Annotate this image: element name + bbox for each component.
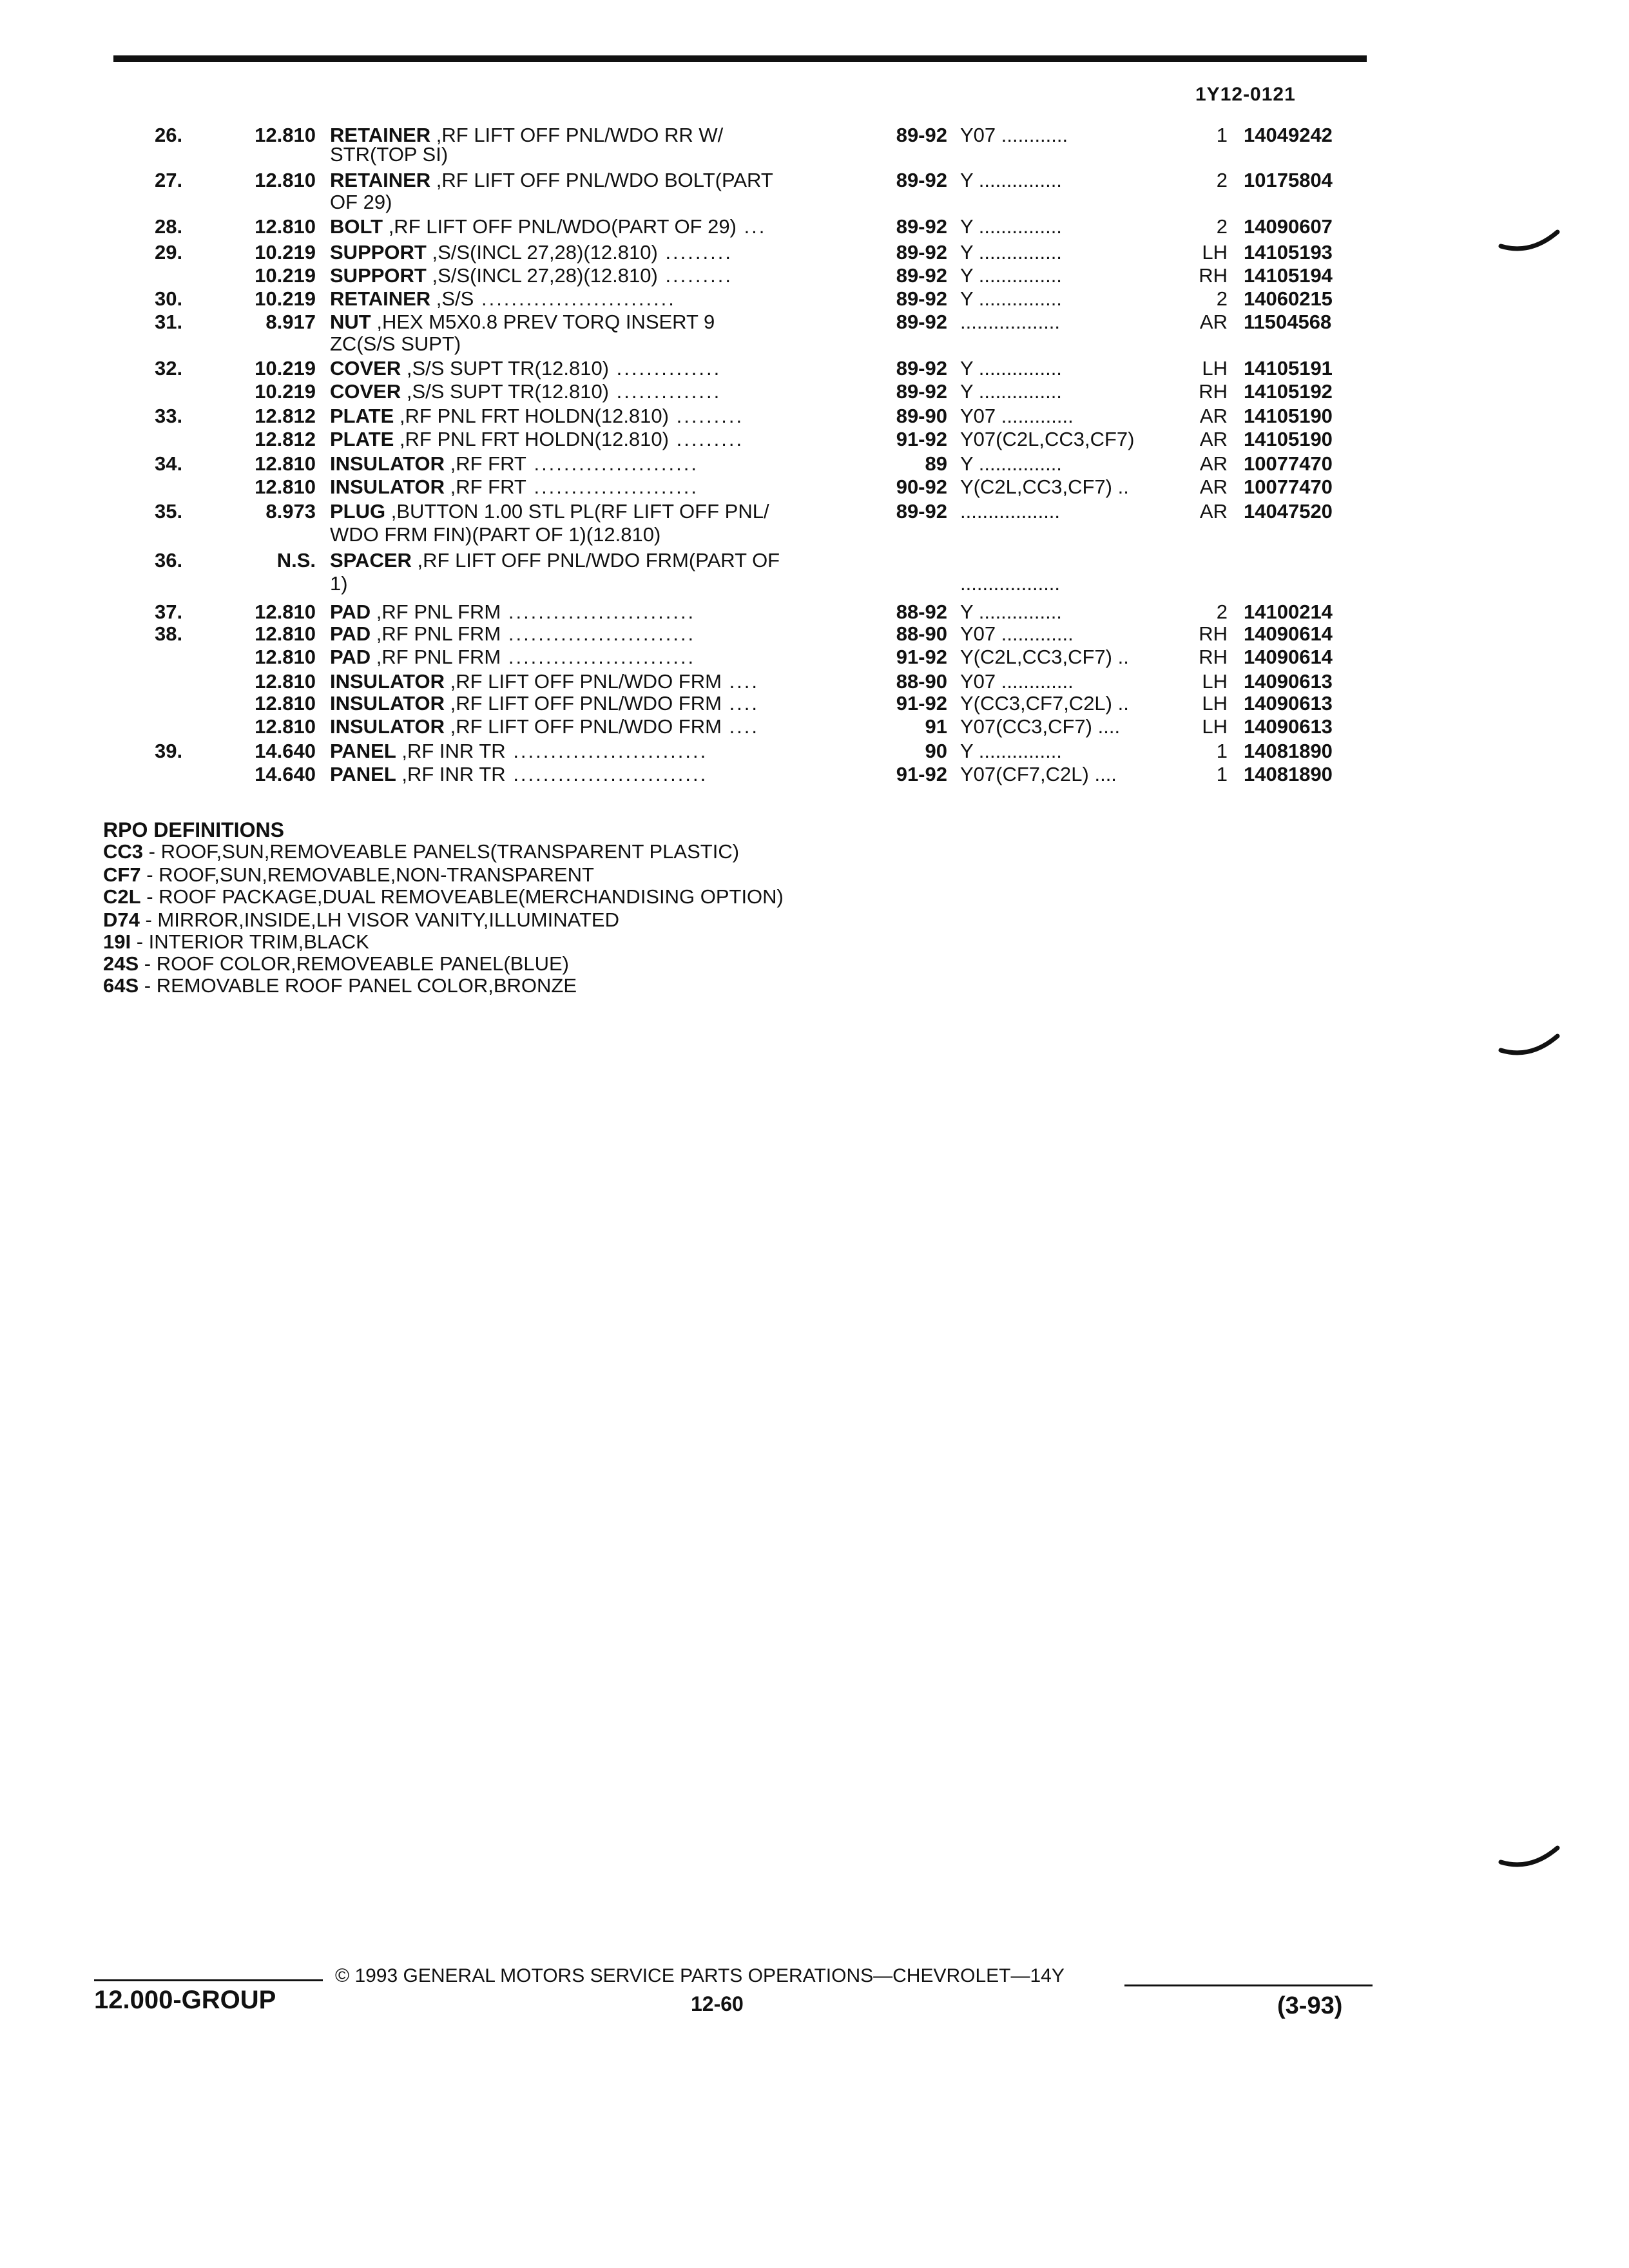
part-number: 10077470 (1244, 476, 1333, 498)
part-description (330, 241, 845, 264)
part-number: 10175804 (1244, 169, 1333, 191)
model-years: 89-92 (896, 380, 947, 403)
part-name: BOLT (330, 215, 383, 238)
part-number: 14105192 (1244, 380, 1333, 403)
parts-row (0, 572, 1629, 595)
model-years: 91-92 (896, 692, 947, 715)
part-detail: ,RF LIFT OFF PNL/WDO FRM (444, 715, 722, 738)
rpo-description: - ROOF PACKAGE,DUAL REMOVEABLE(MERCHANDISING OPTION) (140, 885, 784, 908)
leader-dots: .......................... (505, 740, 708, 762)
part-description (330, 405, 845, 428)
part-name: PANEL (330, 740, 396, 762)
part-number: 14090613 (1244, 692, 1333, 715)
footer-date: (3-93) (1277, 1992, 1343, 2019)
group-number: 12.810 (255, 452, 316, 475)
part-name: SPACER (330, 549, 412, 572)
rpo-codes: Y(C2L,CC3,CF7) .. (960, 646, 1129, 668)
top-rule (113, 55, 1367, 62)
group-number: 12.810 (255, 476, 316, 498)
item-number: 28. (155, 215, 183, 238)
model-years: 91-92 (896, 428, 947, 450)
rpo-code: CC3 (103, 840, 144, 863)
leader-dots: .............. (609, 357, 722, 380)
model-years: 90-92 (896, 476, 947, 498)
parts-row (0, 692, 1629, 715)
leader-dots: ... (736, 215, 767, 238)
part-number: 14090613 (1244, 670, 1333, 693)
part-detail: WDO FRM FIN)(PART OF 1)(12.810) (330, 523, 661, 546)
item-number: 33. (155, 405, 183, 427)
rpo-code: 19I (103, 930, 131, 953)
part-number: 14060215 (1244, 287, 1333, 310)
rpo-codes: Y ............... (960, 601, 1062, 623)
footer-group: 12.000-GROUP (94, 1986, 276, 2014)
part-name: PLATE (330, 405, 394, 427)
group-number: 12.810 (255, 646, 316, 668)
part-description (330, 549, 845, 572)
quantity: AR (1199, 452, 1228, 475)
rpo-codes: Y07 ............. (960, 670, 1074, 693)
parts-row (0, 500, 1629, 523)
part-detail: ,RF PNL FRM (371, 646, 501, 668)
part-name: INSULATOR (330, 715, 445, 738)
part-detail: ,RF LIFT OFF PNL/WDO FRM (444, 670, 722, 693)
quantity: LH (1202, 241, 1228, 264)
part-name: INSULATOR (330, 452, 445, 475)
part-number: 10077470 (1244, 452, 1333, 475)
part-name: PAD (330, 601, 371, 623)
part-number: 14081890 (1244, 763, 1333, 785)
item-number: 35. (155, 500, 183, 523)
part-detail: OF 29) (330, 191, 392, 213)
rpo-description: - INTERIOR TRIM,BLACK (131, 930, 369, 953)
quantity: LH (1202, 357, 1228, 380)
part-detail: ,RF PNL FRM (371, 622, 501, 645)
group-number: 8.973 (265, 500, 316, 523)
part-number: 14081890 (1244, 740, 1333, 762)
quantity: AR (1199, 405, 1228, 427)
part-description (330, 311, 845, 334)
part-description (330, 523, 845, 546)
part-number: 14100214 (1244, 601, 1333, 623)
parts-row (0, 264, 1629, 287)
model-years: 88-90 (896, 670, 947, 693)
model-years: 89 (925, 452, 947, 475)
parts-row (0, 357, 1629, 380)
footer-rule-right (1124, 1984, 1373, 1986)
parts-row (0, 287, 1629, 311)
part-detail: ,RF LIFT OFF PNL/WDO BOLT(PART (430, 169, 773, 191)
rpo-codes: Y ............... (960, 380, 1062, 403)
rpo-definition (103, 840, 739, 863)
part-description (330, 622, 845, 646)
quantity: 1 (1216, 740, 1228, 762)
part-number: 14105190 (1244, 428, 1333, 450)
rpo-codes: Y ............... (960, 169, 1062, 191)
part-description (330, 380, 845, 403)
rpo-codes: Y ............... (960, 740, 1062, 762)
part-detail: ,RF PNL FRT HOLDN(12.810) (394, 428, 669, 450)
rpo-codes: Y07 ............. (960, 405, 1074, 427)
quantity: AR (1199, 311, 1228, 333)
footer-rule-left (94, 1979, 323, 1981)
quantity: RH (1199, 622, 1228, 645)
rpo-code: D74 (103, 908, 140, 931)
rpo-codes: Y07(CC3,CF7) .... (960, 715, 1121, 738)
group-number: 10.219 (255, 287, 316, 310)
part-number: 14090614 (1244, 646, 1333, 668)
item-number: 31. (155, 311, 183, 333)
rpo-codes: Y ............... (960, 215, 1062, 238)
part-detail: ,S/S(INCL 27,28)(12.810) (426, 264, 658, 287)
part-name: INSULATOR (330, 670, 445, 693)
part-description (330, 740, 845, 763)
quantity: 2 (1216, 287, 1228, 310)
quantity: RH (1199, 646, 1228, 668)
parts-row (0, 428, 1629, 451)
part-number: 14047520 (1244, 500, 1333, 523)
rpo-definition (103, 974, 577, 997)
rpo-codes: Y ............... (960, 287, 1062, 310)
part-description (330, 601, 845, 624)
part-description (330, 715, 845, 738)
rpo-codes: .................. (960, 572, 1061, 595)
item-number: 37. (155, 601, 183, 623)
part-description (330, 670, 845, 693)
group-number: 12.810 (255, 692, 316, 715)
leader-dots: ......... (657, 241, 733, 264)
model-years: 89-92 (896, 264, 947, 287)
binder-hole-mark (1498, 227, 1563, 259)
part-description (330, 143, 845, 166)
rpo-definition (103, 952, 569, 975)
group-number: 12.810 (255, 622, 316, 645)
rpo-description: - REMOVABLE ROOF PANEL COLOR,BRONZE (139, 974, 577, 997)
rpo-codes: Y07 ............ (960, 124, 1068, 146)
parts-row (0, 215, 1629, 238)
quantity: 1 (1216, 124, 1228, 146)
part-description (330, 215, 845, 238)
part-number: 14090607 (1244, 215, 1333, 238)
model-years: 91-92 (896, 763, 947, 785)
rpo-description: - MIRROR,INSIDE,LH VISOR VANITY,ILLUMINATED (139, 908, 619, 931)
parts-row (0, 405, 1629, 428)
rpo-codes: Y07(CF7,C2L) .... (960, 763, 1117, 785)
part-detail: STR(TOP SI) (330, 143, 448, 166)
part-number: 14049242 (1244, 124, 1333, 146)
rpo-description: - ROOF,SUN,REMOVABLE,NON-TRANSPARENT (140, 863, 594, 886)
part-name: INSULATOR (330, 476, 445, 498)
parts-row (0, 763, 1629, 786)
part-description (330, 191, 845, 214)
part-description (330, 452, 845, 476)
part-name: SUPPORT (330, 264, 427, 287)
rpo-definitions-title: RPO DEFINITIONS (103, 818, 284, 841)
model-years: 90 (925, 740, 947, 762)
model-years: 91 (925, 715, 947, 738)
part-number: 14105193 (1244, 241, 1333, 264)
binder-hole-mark (1498, 1843, 1563, 1875)
parts-row (0, 601, 1629, 624)
item-number: 38. (155, 622, 183, 645)
part-description (330, 692, 845, 715)
group-number: 12.812 (255, 405, 316, 427)
rpo-codes: Y(CC3,CF7,C2L) .. (960, 692, 1129, 715)
quantity: LH (1202, 670, 1228, 693)
model-years: 89-92 (896, 311, 947, 333)
rpo-codes: Y07 ............. (960, 622, 1074, 645)
leader-dots: ......... (668, 405, 744, 427)
model-years: 89-92 (896, 124, 947, 146)
rpo-code: 24S (103, 952, 139, 975)
quantity: LH (1202, 692, 1228, 715)
part-description (330, 572, 845, 595)
leader-dots: .......................... (505, 763, 708, 785)
group-number: 12.810 (255, 715, 316, 738)
part-detail: ,S/S SUPT TR(12.810) (401, 357, 610, 380)
part-number: 14105194 (1244, 264, 1333, 287)
rpo-definition (103, 930, 369, 954)
part-detail: ,RF INR TR (396, 763, 506, 785)
parts-row (0, 549, 1629, 572)
part-description (330, 332, 845, 356)
model-years: 89-92 (896, 169, 947, 191)
quantity: AR (1199, 476, 1228, 498)
rpo-codes: Y ............... (960, 357, 1062, 380)
parts-row (0, 332, 1629, 356)
binder-hole-mark (1498, 1031, 1563, 1063)
part-description (330, 763, 845, 786)
part-detail: 1) (330, 572, 348, 595)
document-id: 1Y12-0121 (1195, 84, 1296, 105)
part-name: PANEL (330, 763, 396, 785)
part-number: 14105191 (1244, 357, 1333, 380)
quantity: 2 (1216, 215, 1228, 238)
model-years: 89-92 (896, 500, 947, 523)
leader-dots: .............. (609, 380, 722, 403)
part-description (330, 287, 845, 311)
part-detail: ,BUTTON 1.00 STL PL(RF LIFT OFF PNL/ (385, 500, 769, 523)
parts-row (0, 523, 1629, 546)
item-number: 26. (155, 124, 183, 146)
group-number: 10.219 (255, 264, 316, 287)
group-number: 12.810 (255, 215, 316, 238)
part-number: 14090614 (1244, 622, 1333, 645)
part-description (330, 264, 845, 287)
rpo-codes: .................. (960, 311, 1061, 333)
part-detail: ,RF LIFT OFF PNL/WDO FRM (444, 692, 722, 715)
parts-row (0, 476, 1629, 499)
part-name: PLUG (330, 500, 386, 523)
rpo-code: 64S (103, 974, 139, 997)
footer-copyright: © 1993 GENERAL MOTORS SERVICE PARTS OPERATIONS—CHEVROLET—14Y (335, 1965, 1065, 1986)
part-description (330, 500, 845, 523)
part-name: NUT (330, 311, 371, 333)
leader-dots: .... (721, 692, 760, 715)
rpo-code: CF7 (103, 863, 141, 886)
parts-row (0, 191, 1629, 214)
parts-row (0, 622, 1629, 646)
part-detail: ,HEX M5X0.8 PREV TORQ INSERT 9 (371, 311, 715, 333)
part-detail: ,RF LIFT OFF PNL/WDO(PART OF 29) (383, 215, 737, 238)
parts-row (0, 169, 1629, 192)
model-years: 89-92 (896, 215, 947, 238)
parts-row (0, 740, 1629, 763)
part-name: SUPPORT (330, 241, 427, 264)
part-description (330, 169, 845, 192)
rpo-codes: Y ............... (960, 452, 1062, 475)
part-detail: ,RF FRT (444, 452, 526, 475)
parts-row (0, 670, 1629, 693)
quantity: 1 (1216, 763, 1228, 785)
part-number: 14105190 (1244, 405, 1333, 427)
model-years: 89-92 (896, 241, 947, 264)
parts-row (0, 715, 1629, 738)
part-number: 11504568 (1244, 311, 1332, 333)
model-years: 91-92 (896, 646, 947, 668)
rpo-code: C2L (103, 885, 141, 908)
part-detail: ,RF FRT (444, 476, 526, 498)
item-number: 30. (155, 287, 183, 310)
group-number: N.S. (276, 549, 316, 572)
rpo-codes: Y ............... (960, 264, 1062, 287)
model-years: 89-90 (896, 405, 947, 427)
quantity: AR (1199, 428, 1228, 450)
part-detail: ,S/S (430, 287, 474, 310)
group-number: 14.640 (255, 763, 316, 785)
leader-dots: ......................... (501, 646, 696, 668)
group-number: 12.810 (255, 169, 316, 191)
part-detail: ,RF PNL FRT HOLDN(12.810) (394, 405, 669, 427)
group-number: 14.640 (255, 740, 316, 762)
part-description (330, 476, 845, 499)
part-name: PLATE (330, 428, 394, 450)
item-number: 34. (155, 452, 183, 475)
part-name: RETAINER (330, 124, 431, 146)
part-detail: ,S/S(INCL 27,28)(12.810) (426, 241, 658, 264)
item-number: 36. (155, 549, 183, 572)
group-number: 8.917 (265, 311, 316, 333)
quantity: RH (1199, 264, 1228, 287)
leader-dots: ...................... (526, 452, 699, 475)
parts-row (0, 241, 1629, 264)
group-number: 12.810 (255, 601, 316, 623)
part-detail: ,RF LIFT OFF PNL/WDO RR W/ (430, 124, 724, 146)
parts-row (0, 143, 1629, 166)
part-detail: ,S/S SUPT TR(12.810) (401, 380, 610, 403)
rpo-codes: Y ............... (960, 241, 1062, 264)
model-years: 89-92 (896, 357, 947, 380)
part-number: 14090613 (1244, 715, 1333, 738)
rpo-definition (103, 885, 784, 908)
item-number: 39. (155, 740, 183, 762)
quantity: AR (1199, 500, 1228, 523)
part-detail: ,RF INR TR (396, 740, 506, 762)
rpo-description: - ROOF,SUN,REMOVEABLE PANELS(TRANSPARENT PLASTIC) (143, 840, 740, 863)
part-name: INSULATOR (330, 692, 445, 715)
model-years: 88-92 (896, 601, 947, 623)
leader-dots: ...................... (526, 476, 699, 498)
part-detail: ,RF LIFT OFF PNL/WDO FRM(PART OF (411, 549, 780, 572)
item-number: 32. (155, 357, 183, 380)
quantity: 2 (1216, 601, 1228, 623)
leader-dots: ......................... (501, 601, 696, 623)
part-name: PAD (330, 646, 371, 668)
rpo-definition (103, 863, 594, 887)
item-number: 29. (155, 241, 183, 264)
leader-dots: .......................... (474, 287, 676, 310)
part-detail: ,RF PNL FRM (371, 601, 501, 623)
leader-dots: ......... (668, 428, 744, 450)
parts-row (0, 380, 1629, 403)
part-name: COVER (330, 357, 401, 380)
item-number: 27. (155, 169, 183, 191)
part-description (330, 646, 845, 669)
parts-row (0, 646, 1629, 669)
part-name: RETAINER (330, 287, 431, 310)
parts-row (0, 452, 1629, 476)
model-years: 88-90 (896, 622, 947, 645)
part-description (330, 357, 845, 380)
leader-dots: ......................... (501, 622, 696, 645)
group-number: 10.219 (255, 241, 316, 264)
part-name: COVER (330, 380, 401, 403)
model-years: 89-92 (896, 287, 947, 310)
quantity: LH (1202, 715, 1228, 738)
quantity: RH (1199, 380, 1228, 403)
rpo-codes: Y07(C2L,CC3,CF7) (960, 428, 1135, 450)
group-number: 12.810 (255, 670, 316, 693)
group-number: 10.219 (255, 380, 316, 403)
parts-row (0, 311, 1629, 334)
group-number: 12.810 (255, 124, 316, 146)
rpo-description: - ROOF COLOR,REMOVEABLE PANEL(BLUE) (139, 952, 569, 975)
leader-dots: ......... (657, 264, 733, 287)
rpo-codes: .................. (960, 500, 1061, 523)
part-detail: ZC(S/S SUPT) (330, 332, 461, 355)
part-description (330, 428, 845, 451)
group-number: 12.812 (255, 428, 316, 450)
part-name: RETAINER (330, 169, 431, 191)
rpo-codes: Y(C2L,CC3,CF7) .. (960, 476, 1129, 498)
rpo-definition (103, 908, 619, 932)
quantity: 2 (1216, 169, 1228, 191)
leader-dots: .... (721, 715, 760, 738)
group-number: 10.219 (255, 357, 316, 380)
footer-page-number: 12-60 (691, 1992, 744, 2015)
part-name: PAD (330, 622, 371, 645)
leader-dots: .... (721, 670, 760, 693)
